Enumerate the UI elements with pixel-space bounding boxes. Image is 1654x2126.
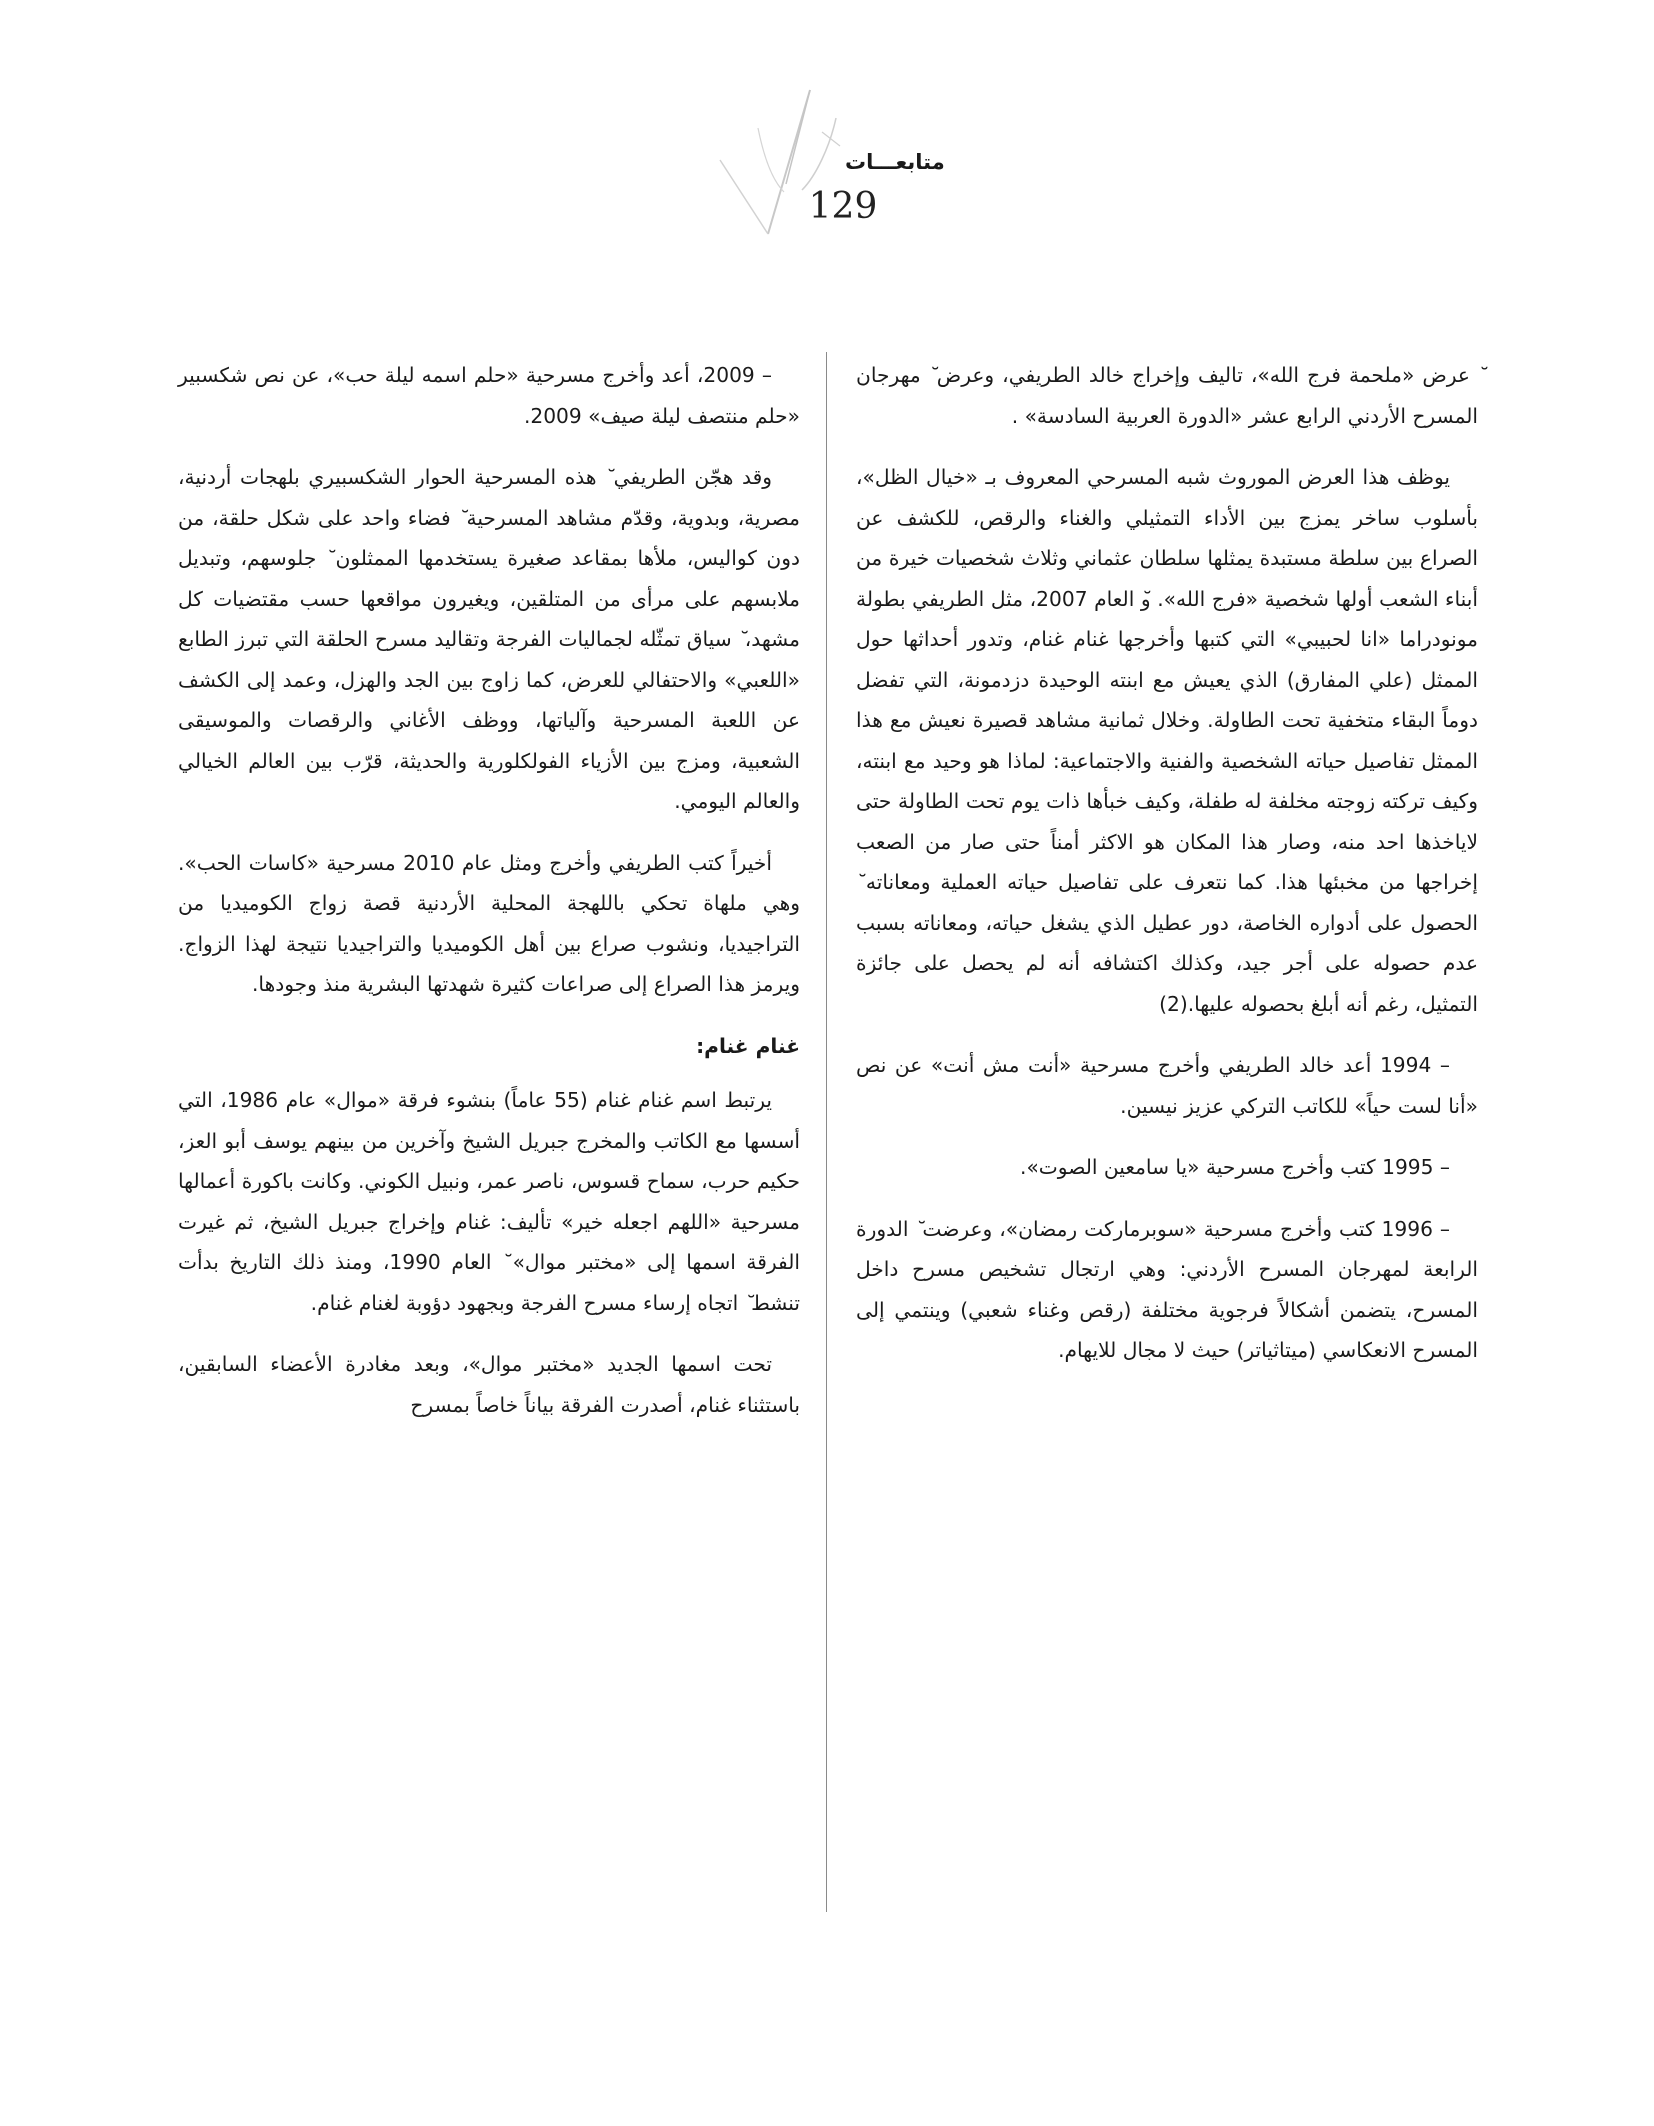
paragraph: ﬞ عرض «ملحمة فرج الله»، تاليف وإخراج خالد الطريفي، وعرض ﬞ مهرجان المسرح الأردني الرابع عشر «الدورة العربية السادسة» . <box>856 363 1478 428</box>
paragraph: – 1994 أعد خالد الطريفي وأخرج مسرحية «أنت مش أنت» عن نص «أنا لست حياً» للكاتب التركي عزيز نيسين. <box>856 1053 1478 1118</box>
left-column <box>178 355 800 1446</box>
paragraph: – 1995 كتب وأخرج مسرحية «يا سامعين الصوت». <box>1020 1155 1450 1179</box>
paragraph: – 2009، أعد وأخرج مسرحية «حلم اسمه ليلة حب»، عن نص شكسبير «حلم منتصف ليلة صيف» 2009. <box>178 363 800 428</box>
column-divider <box>826 352 827 1912</box>
paragraph: – 1996 كتب وأخرج مسرحية «سوبرماركت رمضان»، وعرضت ﬞ الدورة الرابعة لمهرجان المسرح الأردني: وهي ارتجال تشخيص مسرح داخل المسرح، يتضمن أشكالاً فرجوية مختلفة (رقص وغناء شعبي) وينتمي إلى المسرح الانعكاسي (ميتاثياتر) حيث لا مجال للايهام. <box>856 1216 1478 1362</box>
section-heading: غنام غنام: <box>696 1033 800 1058</box>
section-title: متابعـــات <box>845 150 945 174</box>
paragraph: تحت اسمها الجديد «مختبر موال»، وبعد مغادرة الأعضاء السابقين، باستثناء غنام، أصدرت الفرقة بياناً خاصاً بمسرح <box>178 1352 800 1417</box>
paragraph: يوظف هذا العرض الموروث شبه المسرحي المعروف بـ «خيال الظل»، بأسلوب ساخر يمزج بين الأداء التمثيلي والغناء والرقص، للكشف عن الصراع بين سلطة مستبدة يمثلها سلطان عثماني وثلاث شخصيات خيرة من أبناء الشعب أولها شخصية «فرج الله». وﬞ العام 2007، مثل الطريفي بطولة مونودراما «انا لحبيبي» التي كتبها وأخرجها غنام غنام، وتدور أحداثها حول الممثل (علي المفارق) الذي يعيش مع ابنته الوحيدة دزدمونة، التي تفضل دوماً البقاء متخفية تحت الطاولة. وخلال ثمانية مشاهد قصيرة نعيش مع هذا الممثل تفاصيل حياته الشخصية والفنية والاجتماعية: لماذا هو وحيد مع ابنته، وكيف تركته زوجته مخلفة له طفلة، وكيف خبأها ذات يوم تحت الطاولة حتى لاياخذها احد منه، وصار هذا المكان هو الاكثر أمناً حتى صار من الصعب إخراجها من مخبئها هذا. كما نتعرف على تفاصيل حياته العملية ومعاناته ﬞ الحصول على أدواره الخاصة، دور عطيل الذي يشغل حياته، ومعاناته بسبب عدم حصوله على أجر جيد، وكذلك اكتشافه أنه لم يحصل على جائزة التمثيل، رغم أنه أبلغ بحصوله عليها.(2) <box>856 465 1478 1016</box>
paragraph: يرتبط اسم غنام غنام (55 عاماً) بنشوء فرقة «موال» عام 1986، التي أسسها مع الكاتب والمخرج جبريل الشيخ وآخرين من بينهم يوسف أبو العز، حكيم حرب، سماح قسوس، ناصر عمر، ونبيل الكوني. وكانت باكورة أعمالها مسرحية «اللهم اجعله خير» تأليف: غنام وإخراج جبريل الشيخ، ثم غيرت الفرقة اسمها إلى «مختبر موال» ﬞ العام 1990، ومنذ ذلك التاريخ بدأت تنشط ﬞ اتجاه إرساء مسرح الفرجة وبجهود دؤوبة لغنام غنام. <box>178 1088 800 1315</box>
page-header <box>640 88 945 238</box>
paragraph: وقد هجّن الطريفي ﬞ هذه المسرحية الحوار الشكسبيري بلهجات أردنية، مصرية، وبدوية، وقدّم مشاهد المسرحية ﬞ فضاء واحد على شكل حلقة، من دون كواليس، ملأها بمقاعد صغيرة يستخدمها الممثلون ﬞ جلوسهم، وتبديل ملابسهم على مرأى من المتلقين، ويغيرون مواقعها حسب مقتضيات كل مشهد، ﬞ سياق تمثّله لجماليات الفرجة وتقاليد مسرح الحلقة التي تبرز الطابع «اللعبي» والاحتفالي للعرض، كما زاوج بين الجد والهزل، وعمد إلى الكشف عن اللعبة المسرحية وآلياتها، ووظف الأغاني والرقصات والموسيقى الشعبية، ومزج بين الأزياء الفولكلورية والحديثة، قرّب بين العالم الخيالي والعالم اليومي. <box>178 465 800 813</box>
paragraph: أخيراً كتب الطريفي وأخرج ومثل عام 2010 مسرحية «كاسات الحب». وهي ملهاة تحكي باللهجة المحلية الأردنية قصة زواج الكوميديا من التراجيديا، ونشوب صراع بين أهل الكوميديا والتراجيديا نتيجة لهذا الزواج. ويرمز هذا الصراع إلى صراعات كثيرة شهدتها البشرية منذ وجودها. <box>178 850 800 996</box>
page-number: 129 <box>808 186 878 227</box>
right-column <box>856 355 1478 1392</box>
